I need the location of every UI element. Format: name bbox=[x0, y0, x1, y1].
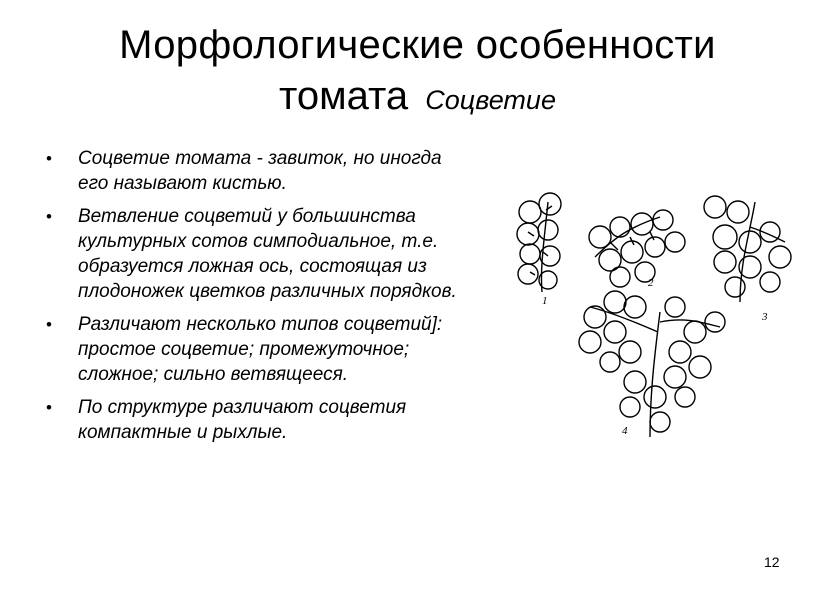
inflorescence-branched bbox=[579, 291, 725, 437]
bullet-item bbox=[42, 312, 462, 387]
title-main: Морфологические особенности bbox=[119, 23, 716, 67]
figure-label: 2 bbox=[648, 277, 654, 289]
figure-label: 3 bbox=[762, 311, 768, 323]
bullet-marker: • bbox=[46, 149, 52, 168]
bullet-marker: • bbox=[46, 207, 52, 226]
bullet-text: По структуре различают соцветия компактные и рыхлые. bbox=[78, 397, 407, 443]
title-second: томата bbox=[279, 74, 409, 118]
page-number: 12 bbox=[764, 554, 780, 570]
figure-label: 1 bbox=[542, 295, 548, 307]
bullet-marker: • bbox=[46, 315, 52, 334]
bullet-text: Ветвление соцветий у большинства культурных сотов симподиальное, т.е. образуется ложная ось, состоящая из плодоножек цветков различных порядков. bbox=[78, 206, 457, 302]
title-second-line bbox=[60, 70, 775, 126]
figure-label: 4 bbox=[622, 425, 628, 437]
inflorescence-intermediate bbox=[589, 210, 685, 287]
title-subtitle: Соцветие bbox=[425, 85, 556, 115]
inflorescence-simple bbox=[517, 193, 561, 292]
bullet-item bbox=[42, 395, 462, 445]
bullet-list bbox=[42, 146, 462, 453]
bullet-marker: • bbox=[46, 398, 52, 417]
inflorescence-complex bbox=[704, 196, 791, 302]
bullet-item bbox=[42, 204, 462, 304]
slide-title bbox=[60, 20, 775, 126]
bullet-text: Соцветие томата - завиток, но иногда его называют кистью. bbox=[78, 148, 442, 194]
bullet-text: Различают несколько типов соцветий]: простое соцветие; промежуточное; сложное; сильно ветвящееся. bbox=[78, 314, 443, 385]
bullet-item bbox=[42, 146, 462, 196]
inflorescence-illustration bbox=[500, 182, 820, 452]
